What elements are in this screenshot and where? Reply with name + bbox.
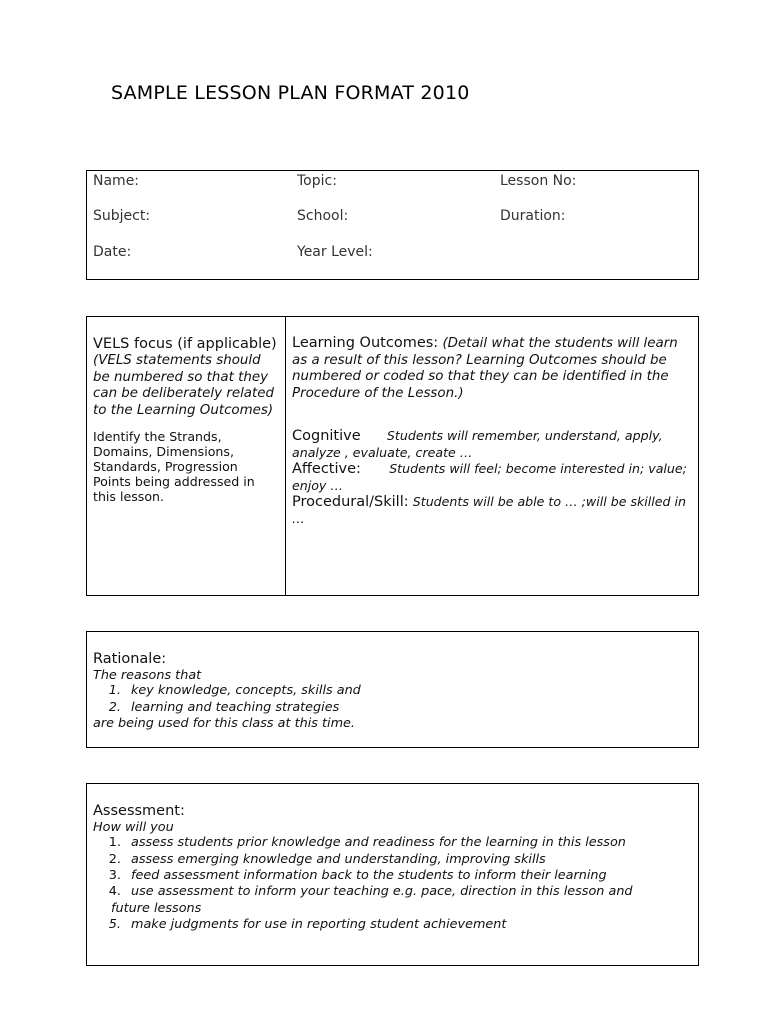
assessment-list <box>93 835 691 933</box>
affective-domain <box>292 461 692 494</box>
school-label: School: <box>297 208 349 224</box>
list-item: 4. use assessment to inform your teaching e.g. pace, direction in this lesson and <box>108 884 633 900</box>
rationale-section <box>93 650 691 731</box>
affective-text: Students will feel; become interested in; value; enjoy … <box>292 461 687 493</box>
learning-outcomes-note: (Detail what the students will learn as a result of this lesson? Learning Outcomes should be numbered or coded so that they can be identified in the Procedure of the Lesson.) <box>292 336 678 401</box>
vels-heading: VELS focus (if applicable) <box>93 336 277 352</box>
learning-outcomes-intro <box>292 335 692 402</box>
list-item: 1. assess students prior knowledge and readiness for the learning in this lesson <box>108 835 626 851</box>
lesson-no-label: Lesson No: <box>500 173 577 189</box>
list-item: 5. make judgments for use in reporting student achievement <box>108 917 507 933</box>
rationale-list <box>93 683 691 716</box>
lesson-info-box <box>86 170 699 280</box>
cognitive-label: Cognitive <box>292 428 361 445</box>
rationale-heading: Rationale: <box>93 651 167 667</box>
list-item: 1. key knowledge, concepts, skills and <box>108 683 361 699</box>
rationale-intro: The reasons that <box>93 668 202 683</box>
procedural-label: Procedural/Skill: <box>292 494 409 511</box>
assessment-section <box>93 802 691 934</box>
assessment-heading: Assessment: <box>93 803 185 819</box>
year-level-label: Year Level: <box>297 244 373 260</box>
date-label: Date: <box>93 244 132 260</box>
list-item: 2. learning and teaching strategies <box>108 699 340 715</box>
procedural-domain <box>292 494 692 527</box>
vels-note: (VELS statements should be numbered so that they can be deliberately related to the Learning Outcomes) <box>93 353 274 418</box>
list-item: 2. assess emerging knowledge and understanding, improving skills <box>108 851 546 867</box>
subject-label: Subject: <box>93 208 151 224</box>
affective-label: Affective: <box>292 461 361 478</box>
assessment-box <box>86 783 699 966</box>
vels-identify-text: Identify the Strands, Domains, Dimensions, Standards, Progression Points being addressed in this lesson. <box>93 429 255 505</box>
column-divider <box>285 317 286 595</box>
vels-focus-section <box>93 335 279 504</box>
rationale-box <box>86 631 699 748</box>
name-label: Name: <box>93 173 140 189</box>
duration-label: Duration: <box>500 208 566 224</box>
assessment-intro: How will you <box>93 820 174 835</box>
page-title: SAMPLE LESSON PLAN FORMAT 2010 <box>111 82 470 104</box>
cognitive-domain <box>292 428 692 461</box>
cognitive-text: Students will remember, understand, apply, analyze , evaluate, create … <box>292 428 663 460</box>
rationale-outro: are being used for this class at this time. <box>93 716 355 732</box>
topic-label: Topic: <box>297 173 337 189</box>
learning-outcomes-heading: Learning Outcomes: <box>292 335 439 351</box>
list-item: 3. feed assessment information back to the students to inform their learning <box>108 868 607 884</box>
vels-outcomes-box <box>86 316 699 596</box>
learning-outcomes-section <box>292 335 692 527</box>
list-item-continuation: future lessons <box>111 900 202 916</box>
procedural-text: Students will be able to … ;will be skilled in … <box>292 494 687 526</box>
